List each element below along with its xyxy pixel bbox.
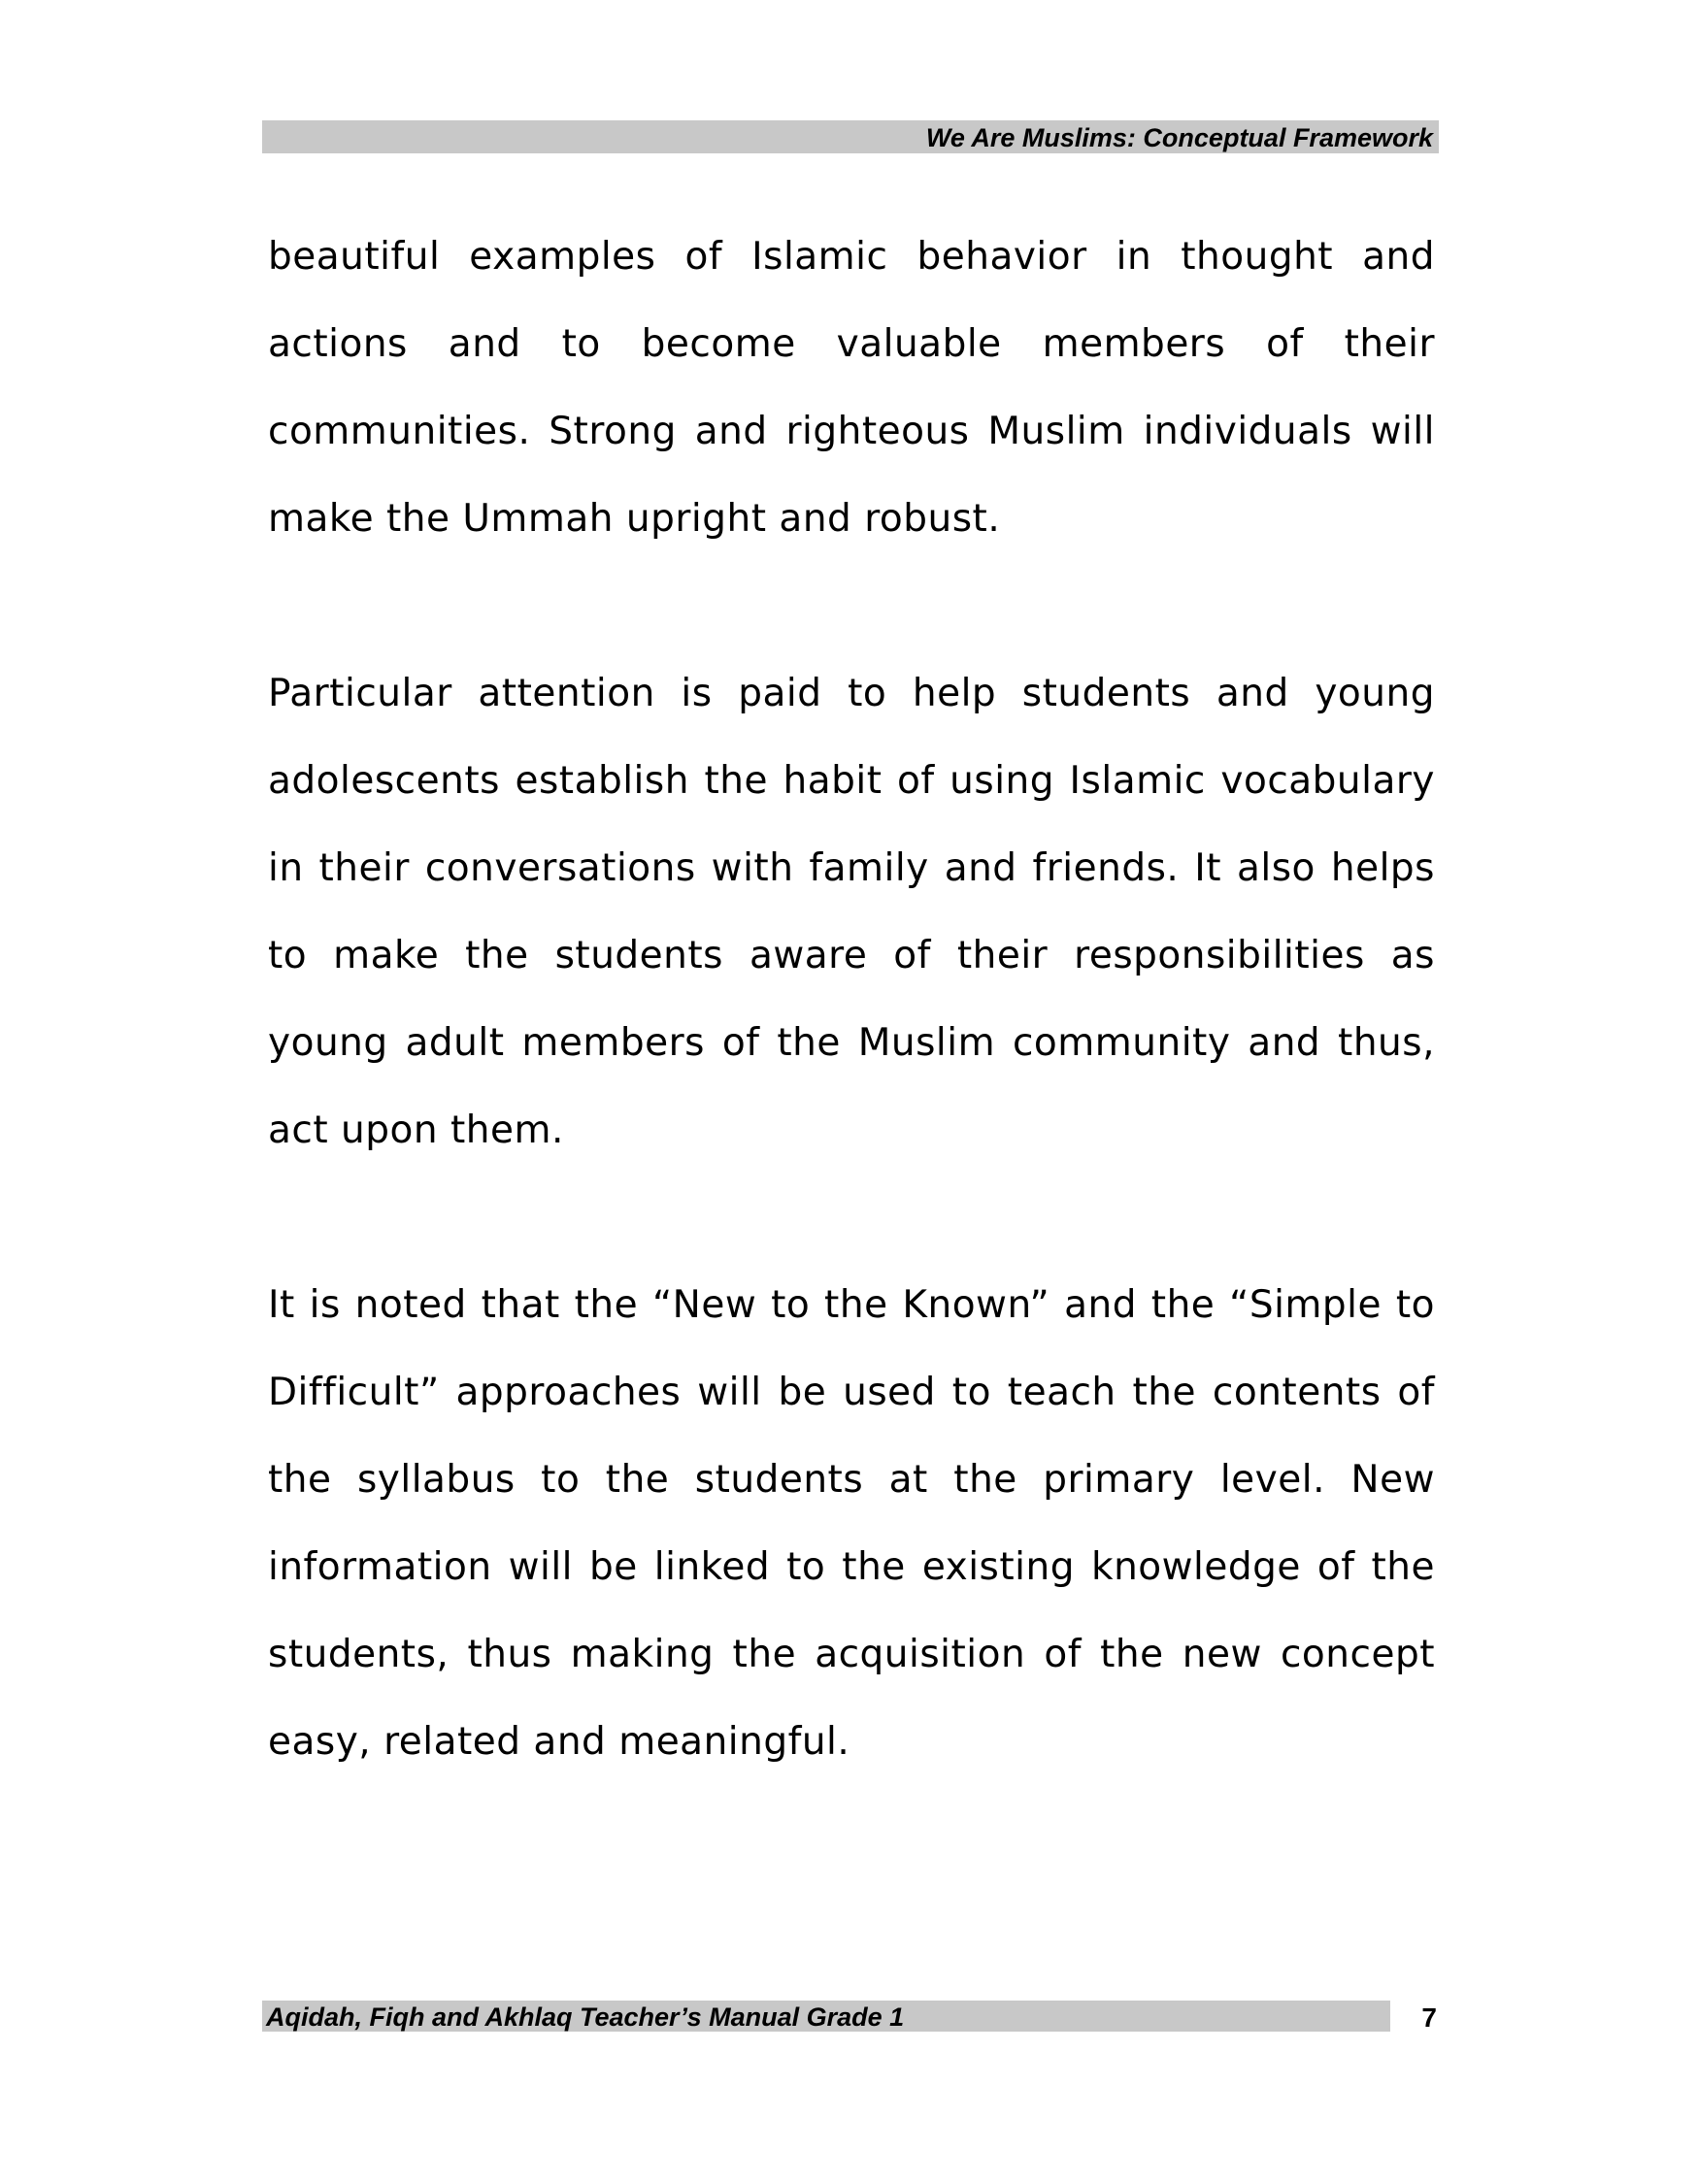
body-paragraph: beautiful examples of Islamic behavior in thought and actions and to become valuable members of their communities. Strong and righteous Muslim individuals will make the Ummah upright and robust. <box>268 235 1435 541</box>
page-number: 7 <box>1421 2002 1437 2033</box>
page-body <box>268 214 1435 1873</box>
body-paragraph: It is noted that the “New to the Known” and the “Simple to Difficult” approaches will be used to teach the contents of the syllabus to the students at the primary level. New information will be linked to the existing knowledge of the students, thus making the acquisition of the new concept easy, related and meaningful. <box>268 1283 1435 1764</box>
header-title: We Are Muslims: Conceptual Framework <box>925 123 1433 152</box>
body-paragraph: Particular attention is paid to help students and young adolescents establish the habit of using Islamic vocabulary in their conversations with family and friends. It also helps to make the students aware of their responsibilities as young adult members of the Muslim community and thus, act upon them. <box>268 672 1435 1152</box>
running-header <box>262 120 1439 153</box>
footer-title: Aqidah, Fiqh and Akhlaq Teacher’s Manual Grade 1 <box>266 2002 905 2032</box>
running-footer <box>262 2001 1390 2032</box>
